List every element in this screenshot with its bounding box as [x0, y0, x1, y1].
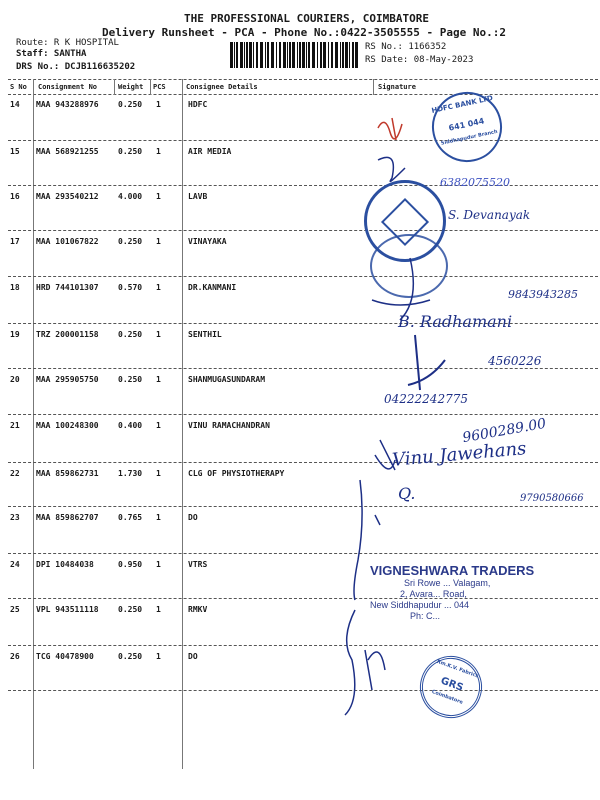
row-consignee: DO [188, 652, 198, 661]
row-sno: 25 [10, 605, 20, 614]
row-sno: 16 [10, 192, 20, 201]
row-consignment-no: TCG 40478900 [36, 652, 94, 661]
row-sno: 20 [10, 375, 20, 384]
row-sno: 26 [10, 652, 20, 661]
row-pcs: 1 [156, 513, 161, 522]
handwritten-name-16: S. Devanayak [448, 208, 531, 222]
col-signature: Signature [378, 83, 416, 91]
handwritten-name-19: B. Radhamani [398, 312, 513, 331]
row-consignment-no: VPL 943511118 [36, 605, 99, 614]
row-consignment-no: MAA 293540212 [36, 192, 99, 201]
row-sno: 24 [10, 560, 20, 569]
trader-stamp-name: VIGNESHWARA TRADERS [370, 563, 535, 578]
row-consignment-no: TRZ 200001158 [36, 330, 99, 339]
row-pcs: 1 [156, 283, 161, 292]
row-pcs: 1 [156, 375, 161, 384]
row-pcs: 1 [156, 147, 161, 156]
row-weight: 0.250 [118, 100, 143, 109]
row-pcs: 1 [156, 237, 161, 246]
row-weight: 0.950 [118, 560, 143, 569]
trader-stamp-line2: 2, Avara... Road, [400, 589, 467, 599]
row-consignee: VINAYAKA [188, 237, 227, 246]
row-consignee: VINU RAMACHANDRAN [188, 421, 270, 430]
row-consignment-no: MAA 101067822 [36, 237, 99, 246]
row-sno: 19 [10, 330, 20, 339]
handwritten-phone-16: 6382075520 [440, 176, 510, 189]
col-consignee: Consignee Details [186, 83, 258, 91]
row-sno: 21 [10, 421, 20, 430]
rs-no: RS No.: 1166352 [365, 42, 447, 52]
handwritten-name-21: Vinu Jawehans [391, 438, 528, 471]
handwritten-num-21: 9600289.00 [461, 415, 548, 447]
row-pcs: 1 [156, 330, 161, 339]
row-consignee: SHANMUGASUNDARAM [188, 375, 266, 384]
trader-stamp-line1: Sri Rowe ... Valagam, [404, 578, 491, 588]
row-weight: 0.250 [118, 605, 143, 614]
row-pcs: 1 [156, 605, 161, 614]
col-pcs: PCS [153, 83, 166, 91]
row-weight: 4.000 [118, 192, 143, 201]
row-weight: 0.250 [118, 330, 143, 339]
row-pcs: 1 [156, 560, 161, 569]
row-consignment-no: MAA 859862731 [36, 469, 99, 478]
row-consignee: RMKV [188, 605, 208, 614]
col-weight: Weight [118, 83, 144, 91]
row-sno: 15 [10, 147, 20, 156]
rmkv-stamp-mid: GRS [439, 675, 465, 694]
row-sno: 14 [10, 100, 20, 109]
row-sno: 23 [10, 513, 20, 522]
trader-stamp-line3: New Siddhapudur ... 044 [370, 600, 470, 610]
rmkv-stamp-city: Coimbatore [430, 688, 464, 706]
rmkv-stamp-name: Rm.K.V. Fabrics [435, 658, 480, 680]
runsheet-title: Delivery Runsheet - PCA - Phone No.:0422-3505555 - Page No.:2 [102, 26, 506, 39]
row-consignee: HDFC [188, 100, 208, 109]
row-consignee: CLG OF PHYSIOTHERAPY [188, 469, 285, 478]
row-weight: 0.400 [118, 421, 143, 430]
handwritten-initials-22: Q. [398, 484, 416, 503]
row-consignment-no: HRD 744101307 [36, 283, 99, 292]
row-consignee: DO [188, 513, 198, 522]
row-weight: 0.570 [118, 283, 143, 292]
handwritten-num-22: 9790580666 [520, 493, 584, 504]
row-consignee: LAVB [188, 192, 208, 201]
row-consignee: AIR MEDIA [188, 147, 232, 156]
row-sno: 17 [10, 237, 20, 246]
row-pcs: 1 [156, 652, 161, 661]
row-consignment-no: MAA 943288976 [36, 100, 99, 109]
row-pcs: 1 [156, 192, 161, 201]
col-consignment: Consignment No [38, 83, 98, 91]
row-consignee: VTRS [188, 560, 208, 569]
route-label: Route: R K HOSPITAL [16, 38, 119, 48]
row-consignee: SENTHIL [188, 330, 222, 339]
row-consignment-no: DPI 10484038 [36, 560, 94, 569]
hdfc-stamp-code: 641 044 [447, 116, 486, 133]
handwritten-phone-18: 9843943285 [508, 288, 578, 301]
staff-label: Staff: SANTHA [16, 49, 87, 59]
row-weight: 1.730 [118, 469, 143, 478]
hdfc-stamp-branch: Siddhapudur Branch [440, 128, 499, 147]
row-weight: 0.250 [118, 652, 143, 661]
handwritten-num-20b: 04222242775 [384, 392, 468, 406]
row-pcs: 1 [156, 421, 161, 430]
row-consignment-no: MAA 295905750 [36, 375, 99, 384]
row-pcs: 1 [156, 469, 161, 478]
row-sno: 18 [10, 283, 20, 292]
col-sno: S No [10, 83, 27, 91]
row-sno: 22 [10, 469, 20, 478]
company-title: THE PROFESSIONAL COURIERS, COIMBATORE [184, 12, 430, 25]
row-weight: 0.250 [118, 237, 143, 246]
handwritten-num-20a: 4560226 [488, 354, 542, 368]
trader-stamp-line4: Ph: C... [410, 611, 441, 621]
drs-label: DRS No.: DCJB116635202 [16, 62, 136, 72]
row-consignment-no: MAA 568921255 [36, 147, 99, 156]
row-consignment-no: MAA 859862707 [36, 513, 99, 522]
row-weight: 0.765 [118, 513, 143, 522]
row-consignee: DR.KANMANI [188, 283, 237, 292]
row-weight: 0.250 [118, 147, 143, 156]
row-consignment-no: MAA 100248300 [36, 421, 99, 430]
row-weight: 0.250 [118, 375, 143, 384]
hdfc-stamp-title: HDFC BANK LTD [430, 94, 494, 115]
rs-date: RS Date: 08-May-2023 [365, 55, 474, 65]
row-pcs: 1 [156, 100, 161, 109]
